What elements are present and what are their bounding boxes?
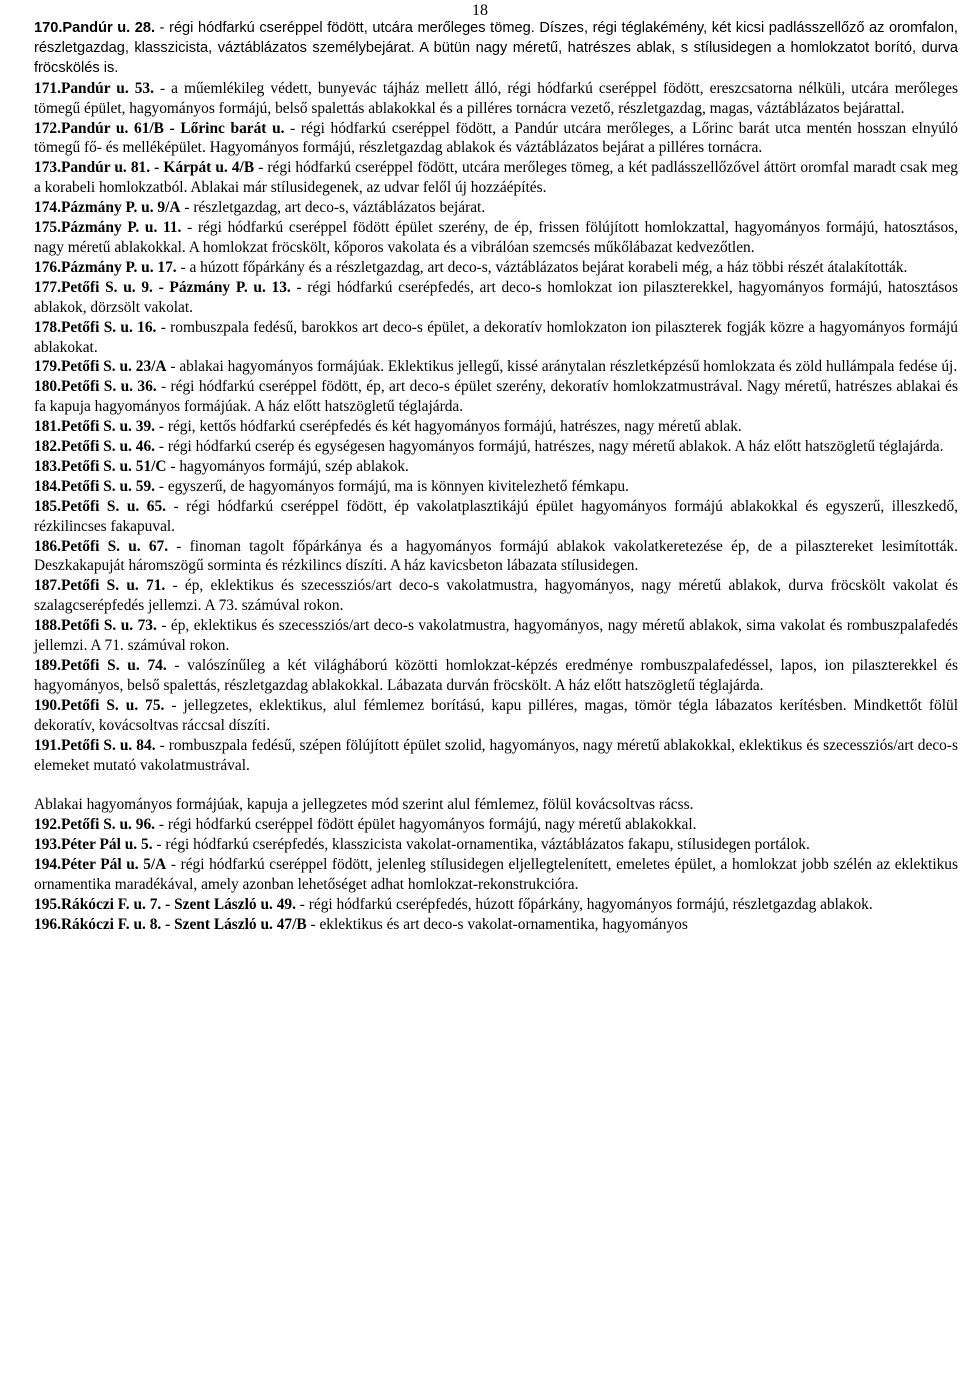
entry-address: Petőfi S. u. 73. (60, 617, 157, 635)
entry-description: - jellegzetes, eklektikus, alul fémlemez borítású, kapu pilléres, magas, tömör tégla lábazatos kerítésben. Mindkettőt fölül dekoratív, kovácsoltvas ráccsal díszíti. (34, 696, 958, 734)
entry-description: - ép, eklektikus és szecessziós/art deco-s vakolatmustra, hagyományos, nagy méretű ablakok, sima vakolat és rombuszpalafedés jellemzi. A 71. számúval rokon. (34, 617, 958, 655)
entry-description: - régi hódfarkú cseréppel födött, jelenleg stílusidegen eljellegtelenített, emeletes épület, a homlokzat jobb szélén az eklektikus ornamentika maradékával, amely azonban lehetőséget adhat homlokzat-rekonstrukcióra. (34, 856, 958, 894)
entry-description: - rombuszpala fedésű, szépen fölújított épület szolid, hagyományos, nagy méretű ablakokkal, eklektikus és szecessziós/art deco-s elemeket mutató vakolatmustrával. (34, 736, 958, 774)
entry-description: - régi hódfarkú cseréppel födött, utcára merőleges tömeg, a két padlásszellőzővel áttört oromfal maradt csak meg a korabeli homlokzatból. Ablakai már stílusidegenek, az udvar felől új hozzáépítés. (34, 159, 958, 197)
list-item (34, 357, 958, 377)
entry-address: Pázmány P. u. 11. (60, 219, 182, 237)
entry-description: - ép, eklektikus és szecessziós/art deco-s vakolatmustra, hagyományos, nagy méretű ablakok, durva fröcskölt vakolat és szalagcserépfedés jellemzi. A 73. számúval rokon. (34, 577, 958, 615)
entry-number: 196. (34, 915, 61, 933)
entry-address: Pázmány P. u. 9/A (60, 199, 181, 217)
entry-number: 170. (34, 20, 63, 36)
entry-address: Pázmány P. u. 17. (60, 258, 177, 276)
entry-address: Petőfi S. u. 67. (60, 537, 169, 555)
entry-address: Pandúr u. 53. (60, 79, 154, 97)
entry-description: - eklektikus és art deco-s vakolat-ornamentika, hagyományos (306, 915, 688, 933)
entry-description: - régi, kettős hódfarkú cserépfedés és két hagyományos formájú, hatrészes, nagy méretű ablak. (155, 418, 742, 436)
list-item (34, 158, 958, 198)
list-item (34, 258, 958, 278)
entry-description: - régi hódfarkú cseréppel födött, ép, art deco-s épület szerény, dekoratív homlokzatmustrával. Nagy méretű, hatrészes ablakai és fa kapuja hagyományos formájúak. A ház előtt hatszögletű téglajárda. (34, 378, 958, 416)
entry-description: - régi hódfarkú cserép és egységesen hagyományos formájú, hatrészes, nagy méretű ablakok. A ház előtt hatszögletű téglajárda. (155, 438, 944, 456)
entry-number: 174. (34, 199, 61, 217)
entry-number: 178. (34, 318, 61, 336)
entry-number: 184. (34, 477, 61, 495)
entry-description: - régi hódfarkú cseréppel födött épület szerény, de ép, frissen fölújított homlokzattal, hagyományos formájú, hatosztásos, nagy méretű ablakokkal. A homlokzat fröcskölt, kőporos vakolata és a vibrálóan szemcsés műkőlábazat kedvezőtlen. (34, 219, 958, 256)
entry-address: Petőfi S. u. 39. (60, 418, 155, 436)
entry-address: Petőfi S. u. 23/A (60, 358, 167, 376)
entry-description: - finoman tagolt főpárkánya és a hagyományos formájú ablakok vakolatkeretezése ép, de a pilasztereket lesimították. Deszkakapuját háromszögű sorminta és rézkilincs díszíti. A ház kavicsbeton lábazata stílusidegen. (34, 537, 958, 575)
entry-address: Petőfi S. u. 71. (60, 577, 166, 595)
entry-address: Pandúr u. 28. (62, 20, 156, 36)
entry-list (34, 19, 958, 935)
entry-number: 186. (34, 537, 61, 555)
entry-address: Rákóczi F. u. 8. - Szent László u. 47/B (60, 915, 307, 933)
entry-description: - a műemlékileg védett, bunyevác tájház mellett álló, régi hódfarkú cseréppel födött, ereszcsatorna nélküli, utcára merőleges tömegű épület, hagyományos formájú, belső spalettás ablakokkal és a pilléres tornácra vezető, részletgazdag, magas, váztáblázatos bejárattal. (34, 79, 958, 117)
entry-number: 191. (34, 736, 61, 754)
list-item (34, 477, 958, 497)
entry-number: 190. (34, 696, 61, 714)
entry-number: 173. (34, 159, 61, 177)
entry-address: Petőfi S. u. 46. (60, 438, 155, 456)
entry-number: 194. (34, 856, 61, 874)
entry-description: - valószínűleg a két világháború közötti homlokzat-képzés eredménye rombuszpalafedéssel, lapos, ion pilaszterekkel és hagyományos, belső spalettás, részletgazdag ablakokkal. Lábazata durván fröcskölt. A ház előtt hatszögletű téglajárda. (34, 657, 958, 694)
list-item (34, 616, 958, 656)
list-item (34, 19, 958, 79)
entry-number: 176. (34, 258, 61, 276)
entry-number: 179. (34, 358, 61, 376)
list-item (34, 576, 958, 616)
entry-description: - hagyományos formájú, szép ablakok. (166, 457, 409, 475)
entry-number: 181. (34, 418, 61, 436)
list-item (34, 696, 958, 736)
entry-address: Péter Pál u. 5/A (60, 856, 167, 874)
list-item (34, 377, 958, 417)
entry-number: 193. (34, 836, 61, 854)
list-item (34, 457, 958, 477)
spacer (34, 775, 958, 795)
entry-address: Petőfi S. u. 65. (60, 497, 166, 515)
entry-address: Péter Pál u. 5. (60, 836, 153, 854)
entry-number: 171. (34, 79, 61, 97)
entry-address: Pandúr u. 81. - Kárpát u. 4/B (60, 159, 255, 177)
list-item (34, 198, 958, 218)
entry-address: Petőfi S. u. 84. (60, 736, 156, 754)
entry-description: - ablakai hagyományos formájúak. Eklektikus jellegű, kissé aránytalan részletképzésű homlokzata és zöld hullámpala fedése új. (166, 358, 958, 376)
entry-description: - régi hódfarkú cserépfedés, húzott főpárkány, hagyományos formájú, részletgazdag ablakok. (295, 895, 873, 913)
entry-description: - régi hódfarkú cseréppel födött, utcára merőleges tömeg. Díszes, régi téglakémény, két kicsi padlásszellőző az oromfalon, részletgazdag, klasszicista, váztáblázatos személybejárat. A bütün nagy méretű, hatrészes ablak, s stílusidegen a homlokzatot borító, durva fröcskölés is. (34, 20, 958, 76)
entry-number: 183. (34, 457, 61, 475)
list-item (34, 895, 958, 915)
entry-address: Petőfi S. u. 74. (60, 657, 167, 674)
list-item (34, 537, 958, 577)
list-item (34, 815, 958, 835)
list-item (34, 915, 958, 935)
entry-number: 187. (34, 577, 61, 595)
entry-description: - a húzott főpárkány és a részletgazdag, art deco-s, váztáblázatos bejárat korabeli még, a ház többi részét átalakították. (176, 258, 908, 276)
entry-description: - rombuszpala fedésű, barokkos art deco-s épület, a dekoratív homlokzaton ion pilaszterek fogják közre a hagyományos formájú ablakokat. (34, 318, 958, 356)
entry-address: Rákóczi F. u. 7. - Szent László u. 49. (60, 895, 296, 913)
entry-address: Petőfi S. u. 96. (60, 816, 155, 834)
list-item (34, 79, 958, 119)
entry-description: - régi hódfarkú cseréppel födött épület hagyományos formájú, nagy méretű ablakokkal. (155, 816, 697, 834)
entry-address: Petőfi S. u. 59. (60, 477, 155, 495)
page-number: 18 (472, 2, 488, 19)
entry-address: Petőfi S. u. 36. (60, 378, 157, 396)
entry-number: 188. (34, 617, 61, 635)
entry-address: Petőfi S. u. 9. - Pázmány P. u. 13. (60, 278, 291, 296)
list-item (34, 656, 958, 696)
entry-address: Petőfi S. u. 51/C (60, 457, 167, 475)
list-item (34, 835, 958, 855)
list-item (34, 417, 958, 437)
entry-number: 175. (34, 219, 61, 237)
entry-description: - egyszerű, de hagyományos formájú, ma is könnyen kivitelezhető fémkapu. (155, 477, 629, 495)
entry-number: 195. (34, 895, 61, 913)
note-paragraph: Ablakai hagyományos formájúak, kapuja a jellegzetes mód szerint alul fémlemez, fölül kovácsoltvas rácss. (34, 796, 694, 814)
entry-description: - régi hódfarkú cseréppel födött, a Pandúr utcára merőleges, a Lőrinc barát utca mentén hosszan elnyúló tömegű fő- és melléképület. Hagyományos formájú, részletgazdag ablakok és váztáblázatos bejárat a pilléres tornácra. (34, 119, 958, 157)
list-item (34, 218, 958, 258)
entry-number: 189. (34, 657, 61, 674)
list-item (34, 855, 958, 895)
list-item (34, 437, 958, 457)
entry-number: 177. (34, 278, 61, 296)
list-item (34, 497, 958, 537)
entry-number: 180. (34, 378, 61, 396)
entry-number: 182. (34, 438, 61, 456)
entry-number: 192. (34, 816, 61, 834)
list-item (34, 736, 958, 776)
list-item (34, 278, 958, 318)
entry-number: 172. (34, 119, 61, 137)
entry-address: Petőfi S. u. 75. (60, 696, 165, 714)
entry-description: - régi hódfarkú cserépfedés, klasszicista vakolat-ornamentika, váztáblázatos fakapu, stílusidegen portálok. (152, 836, 810, 854)
entry-description: - régi hódfarkú cseréppel födött, ép vakolatplasztikájú épület hagyományos formájú ablakokkal és egyszerű, illeszkedő, rézkilincses fakapuval. (34, 497, 958, 535)
entry-address: Pandúr u. 61/B - Lőrinc barát u. (60, 119, 285, 137)
entry-number: 185. (34, 497, 61, 515)
entry-description: - részletgazdag, art deco-s, váztáblázatos bejárat. (180, 199, 486, 217)
entry-address: Petőfi S. u. 16. (60, 318, 157, 336)
list-item (34, 318, 958, 358)
list-item (34, 119, 958, 159)
entry-description: - régi hódfarkú cserépfedés, art deco-s homlokzat ion pilaszterekkel, hagyományos formájú, hatosztásos ablakok, dörzsölt vakolat. (34, 278, 958, 316)
